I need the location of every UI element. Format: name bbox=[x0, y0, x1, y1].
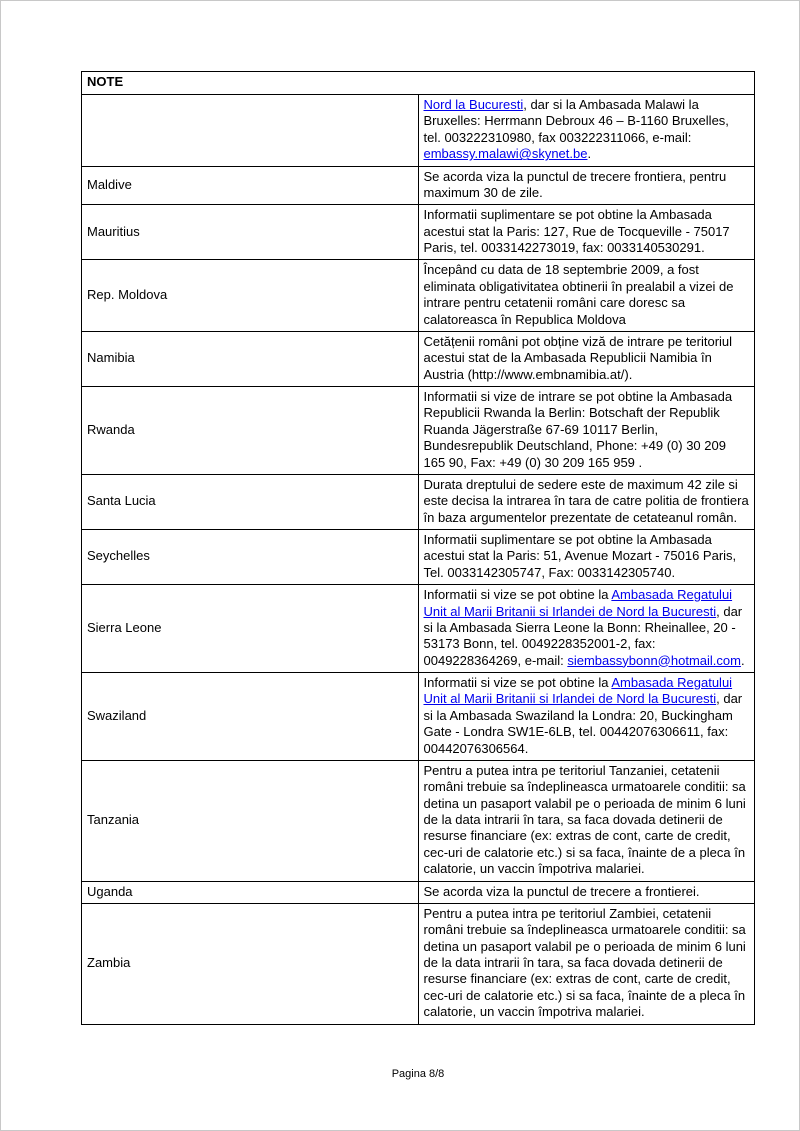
info-text: Informatii si vize se pot obtine la bbox=[423, 675, 612, 690]
table-row bbox=[82, 881, 755, 903]
info-cell bbox=[418, 95, 755, 167]
info-cell bbox=[418, 387, 755, 475]
info-cell bbox=[418, 331, 755, 386]
info-text: , dar si la Ambasada Swaziland la Londra: 20, Buckingham Gate - Londra SW1E-6LB, tel. 00442076306611, fax: 00442076306564. bbox=[423, 691, 743, 756]
info-cell bbox=[418, 585, 755, 673]
country-cell: Uganda bbox=[82, 881, 419, 903]
table-row bbox=[82, 387, 755, 475]
country-cell: Mauritius bbox=[82, 205, 419, 260]
country-cell: Tanzania bbox=[82, 760, 419, 881]
country-cell: Rwanda bbox=[82, 387, 419, 475]
info-text: Pentru a putea intra pe teritoriul Tanzaniei, cetatenii români trebuie sa îndeplineasca urmatoarele conditii: sa detina un pasaport valabil pe o perioada de minim 6 luni de la data intrarii în tara, sa faca dovada detinerii de resurse financiare (ex: extras de cont, carte de credit, cec-uri de calatorie etc.) si sa faca, înainte de a pleca în calatorie, un vaccin împotriva malariei. bbox=[423, 762, 746, 877]
info-cell bbox=[418, 881, 755, 903]
country-cell: Santa Lucia bbox=[82, 474, 419, 529]
table-body bbox=[82, 72, 755, 1025]
country-cell: Seychelles bbox=[82, 530, 419, 585]
country-cell: Swaziland bbox=[82, 673, 419, 761]
info-text: Informatii suplimentare se pot obtine la Ambasada acestui stat la Paris: 127, Rue de Tocqueville - 75017 Paris, tel. 0033142273019, fax: 0033140530291. bbox=[423, 207, 730, 255]
info-text: Informatii suplimentare se pot obtine la Ambasada acestui stat la Paris: 51, Avenue Mozart - 75016 Paris, Tel. 0033142305747, Fax: 0033142305740. bbox=[423, 532, 737, 580]
visa-notes-table bbox=[81, 71, 755, 1025]
country-cell: Zambia bbox=[82, 903, 419, 1024]
info-text: Durata dreptului de sedere este de maximum 42 zile si este decisa la intrarea în tara de catre politia de frontiera în baza argumentelor prezentate de cetateanul român. bbox=[423, 476, 749, 525]
page-footer: Pagina 8/8 bbox=[391, 1068, 445, 1080]
info-text: Cetățenii români pot obține viză de intrare pe teritoriul acestui stat de la Ambasada Republicii Namibia în Austria (http://www.embnamibia.at/). bbox=[423, 333, 733, 382]
info-text: Se acorda viza la punctul de trecere frontiera, pentru maximum 30 de zile. bbox=[423, 168, 727, 200]
info-text: Informatii si vize de intrare se pot obtine la Ambasada Republicii Rwanda la Berlin: Botschaft der Republik Ruanda Jägerstraße 67-69 10117 Berlin, Bundesrepublik Deutschland, Phone: +49 (0) 30 209 165 90, Fax: +49 (0) 30 209 165 959 . bbox=[423, 389, 733, 470]
country-cell bbox=[82, 95, 419, 167]
info-cell bbox=[418, 166, 755, 205]
info-cell bbox=[418, 673, 755, 761]
info-text: . bbox=[740, 652, 745, 668]
table-row bbox=[82, 166, 755, 205]
table-row bbox=[82, 95, 755, 167]
table-header-cell: NOTE bbox=[82, 72, 755, 95]
info-text: , dar si la Ambasada Malawi la Bruxelles: Herrmann Debroux 46 – B-1160 Bruxelles, tel. 003222310980, fax 003222311066, e-mail: bbox=[423, 97, 729, 145]
table-row bbox=[82, 673, 755, 761]
hyperlink[interactable]: siembassybonn@hotmail.com bbox=[567, 652, 741, 668]
info-text: Se acorda viza la punctul de trecere a frontierei. bbox=[423, 883, 700, 899]
info-cell bbox=[418, 205, 755, 260]
info-cell bbox=[418, 903, 755, 1024]
table-row bbox=[82, 260, 755, 332]
table-row bbox=[82, 585, 755, 673]
table-row bbox=[82, 530, 755, 585]
info-text: Pentru a putea intra pe teritoriul Zambiei, cetatenii români trebuie sa îndeplineasca urmatoarele conditii: sa detina un pasaport valabil pe o perioada de minim 6 luni de la data intrarii în tara, sa faca dovada detinerii de resurse financiare (ex: extras de cont, carte de credit, cec-uri de calatorie etc.) si sa faca, înainte de a pleca în calatorie, un vaccin împotriva malariei. bbox=[423, 905, 746, 1020]
info-text: Începând cu data de 18 septembrie 2009, a fost eliminata obligativitatea obtinerii în prealabil a vizei de intrare pentru cetatenii români care doresc sa calatoreasca în Republica Moldova bbox=[423, 262, 734, 327]
info-cell bbox=[418, 530, 755, 585]
info-cell bbox=[418, 474, 755, 529]
table-row bbox=[82, 474, 755, 529]
country-cell: Maldive bbox=[82, 166, 419, 205]
info-cell bbox=[418, 760, 755, 881]
info-text: . bbox=[587, 146, 592, 162]
table-row bbox=[82, 760, 755, 881]
hyperlink[interactable]: Ambasada Regatului Unit al Marii Britanii si Irlandei de Nord la Bucuresti bbox=[423, 675, 733, 707]
country-cell: Rep. Moldova bbox=[82, 260, 419, 332]
hyperlink[interactable]: Nord la Bucuresti bbox=[423, 97, 524, 112]
table-row bbox=[82, 205, 755, 260]
info-text: , dar si la Ambasada Sierra Leone la Bonn: Rheinallee, 20 - 53173 Bonn, tel. 0049228352001-2, fax: 0049228364269, e-mail: bbox=[423, 603, 743, 668]
table-row bbox=[82, 903, 755, 1024]
hyperlink[interactable]: Ambasada Regatului Unit al Marii Britanii si Irlandei de Nord la Bucuresti bbox=[423, 587, 733, 619]
info-cell bbox=[418, 260, 755, 332]
hyperlink[interactable]: embassy.malawi@skynet.be bbox=[423, 146, 588, 162]
info-text: Informatii si vize se pot obtine la bbox=[423, 587, 612, 603]
table-row bbox=[82, 331, 755, 386]
country-cell: Sierra Leone bbox=[82, 585, 419, 673]
table-header-row bbox=[82, 72, 755, 95]
country-cell: Namibia bbox=[82, 331, 419, 386]
